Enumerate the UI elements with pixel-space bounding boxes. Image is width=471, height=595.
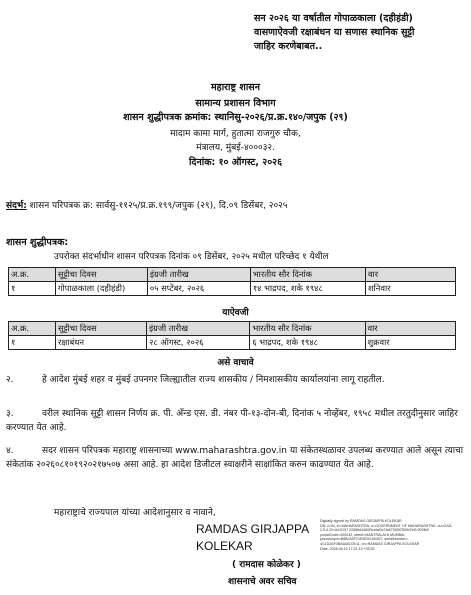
digital-signature-line: Digitally signed by RAMDAS GIRJAPPA KOLEKAR bbox=[320, 519, 402, 523]
signer-designation: शासनाचे अवर सचिव bbox=[228, 577, 297, 587]
header-indian-date: भारतीय सौर दिनांक bbox=[250, 322, 365, 336]
document-date: दिनांक: १० ऑगस्ट, २०२६ bbox=[188, 157, 283, 168]
paragraph-text: सदर शासन परिपत्रक महाराष्ट्र शासनाच्या www.maharashtra.gov.in या संकेतस्थळावर उपलब्ध करण्यात आले असून त्याचा संकेतांक २०२६०८१०१९२०२१७५०७ असा आहे. हा आदेश डिजीटल स्वाक्षरीने साक्षांकित करुन काढण्यात येत आहे. bbox=[6, 446, 464, 470]
cell-holiday: गोपाळकाला (दहीहंडी) bbox=[55, 282, 147, 296]
header-serial: अ.क्र. bbox=[9, 322, 56, 336]
corrigendum-title: शासन शुद्धीपत्रक: bbox=[6, 237, 69, 248]
reference-label: संदर्भ: bbox=[6, 201, 27, 211]
header-serial: अ.क्र. bbox=[9, 268, 56, 282]
paragraph-text: हे आदेश मुंबई शहर व मुंबई उपनगर जिल्ह्यातील राज्य शासकीय / निमशासकीय कार्यालयांना लागू राहतील. bbox=[42, 375, 385, 385]
digital-signature-line: Date: 2026.08.10 17:21:13 +05'30' bbox=[320, 546, 376, 551]
signer-name-line-1: RAMDAS GIRJAPPA bbox=[196, 522, 310, 536]
new-holiday-table bbox=[8, 321, 456, 350]
digital-signature-line: 2.5.4.20=6d1f157 02886d4460f3cbfaf3c7fa57289f7f5f3d7ef3 902ffdf bbox=[320, 528, 429, 533]
department-heading: सामान्य प्रशासन विभाग bbox=[195, 98, 276, 109]
cell-holiday: रक्षाबंधन bbox=[56, 336, 147, 350]
paragraph-number: ४. bbox=[6, 446, 14, 456]
reference-line bbox=[6, 198, 288, 211]
old-holiday-table bbox=[8, 267, 456, 296]
header-holiday: सुट्टीचा दिवस bbox=[55, 268, 147, 282]
header-day: वार bbox=[365, 268, 455, 282]
signer-name bbox=[196, 521, 309, 555]
by-order-line: महाराष्ट्राचे राज्यपाल यांच्या आदेशानुसार व नावाने, bbox=[54, 508, 216, 518]
replacement-label: याऐवजी bbox=[222, 308, 249, 318]
corrigendum-number: शासन शुद्धीपत्रक क्रमांक: स्थानिसु-२०२६/प्र.क्र.१४०/जपुक (२९) bbox=[123, 112, 348, 123]
table-header-row bbox=[9, 322, 456, 336]
subject-line-2: वासणाऐवजी रक्षाबंधन या सणास स्थानिक सुट्टी bbox=[254, 27, 415, 38]
header-english-date: इंग्रजी तारीख bbox=[147, 268, 250, 282]
address-line-2: मंत्रालय, मुंबई-४०००३२. bbox=[196, 143, 275, 153]
signer-name-marathi: ( रामदास कोळेकर ) bbox=[232, 560, 301, 570]
subject-line-3: जाहिर करणेबाबत.. bbox=[254, 41, 323, 52]
digital-signature-details bbox=[320, 519, 462, 561]
digital-signature-line: DN: c=IN, st=MAHARASHTRA, o=GOVERNMENT OF MAHARASHTRA, ou=GAD, bbox=[320, 523, 453, 528]
cell-serial: १ bbox=[9, 336, 56, 350]
digital-signature-line: postalCode=400032, street=MANTRALAYA MUMBAI, bbox=[320, 532, 406, 537]
paragraph-3 bbox=[6, 407, 464, 435]
paragraph-text: वरील स्थानिक सुट्टी शासन निर्णय क्र. पी. अँन्ड एस. डी. नंबर पी-१३-दोन-बी, दिनांक ५ नोव्हेंबर, १९५८ मधील तरतुदीनुसार जाहिर करण्यात येत आहे. bbox=[6, 409, 458, 433]
paragraph-4 bbox=[6, 444, 464, 472]
subject-block bbox=[254, 12, 464, 54]
header-holiday: सुट्टीचा दिवस bbox=[56, 322, 147, 336]
address-line-1: मादाम कामा मार्ग, हुतात्मा राजगुरु चौक, bbox=[170, 129, 301, 139]
header-indian-date: भारतीय सौर दिनांक bbox=[250, 268, 365, 282]
cell-day: शनिवार bbox=[365, 282, 455, 296]
paragraph-number: २. bbox=[6, 375, 14, 385]
cell-indian-date: १४ भाद्रपद, शके १९४८ bbox=[250, 282, 365, 296]
reference-text: शासन परिपत्रक क्र: सार्वसु-११२५/प्र.क्र.१९९/जपुक (२९), दि.०९ डिसेंबर, २०२५ bbox=[26, 201, 288, 211]
cell-english-date: २८ ऑगस्ट, २०२६ bbox=[147, 336, 250, 350]
cell-day: शुक्रवार bbox=[365, 336, 455, 350]
government-heading: महाराष्ट्र शासन bbox=[210, 82, 260, 93]
read-as-label: असे वाचावे bbox=[217, 358, 254, 368]
table-header-row bbox=[9, 268, 456, 282]
header-english-date: इंग्रजी तारीख bbox=[147, 322, 250, 336]
cell-indian-date: ६ भाद्रपद, शके १९४८ bbox=[250, 336, 365, 350]
table-row bbox=[9, 282, 456, 296]
header-day: वार bbox=[365, 322, 455, 336]
corrigendum-intro: उपरोक्त संदर्भाधीन शासन परिपत्रक दिनांक ०९ डिसेंबर, २०२५ मधील परिच्छेद १ येथील bbox=[54, 252, 329, 262]
cell-english-date: ०५ सप्टेंबर, २०२६ bbox=[147, 282, 250, 296]
paragraph-number: ३. bbox=[6, 409, 14, 419]
subject-line-1: सन २०२६ या वर्षातील गोपाळकाला (दहीहंडी) bbox=[254, 13, 413, 24]
table-row bbox=[9, 336, 456, 350]
cell-serial: १ bbox=[9, 282, 56, 296]
paragraph-2 bbox=[6, 373, 464, 387]
digital-signature-line: pseudonym=B8B2A0F21E6E0C9A4D7, serialNumber= bbox=[320, 537, 408, 542]
digital-signature-line: 4C1D2AF0BA6A0C0E11, cn=RAMDAS GIRJAPPA KOLEKAR bbox=[320, 541, 420, 546]
signer-name-line-2: KOLEKAR bbox=[196, 539, 253, 553]
